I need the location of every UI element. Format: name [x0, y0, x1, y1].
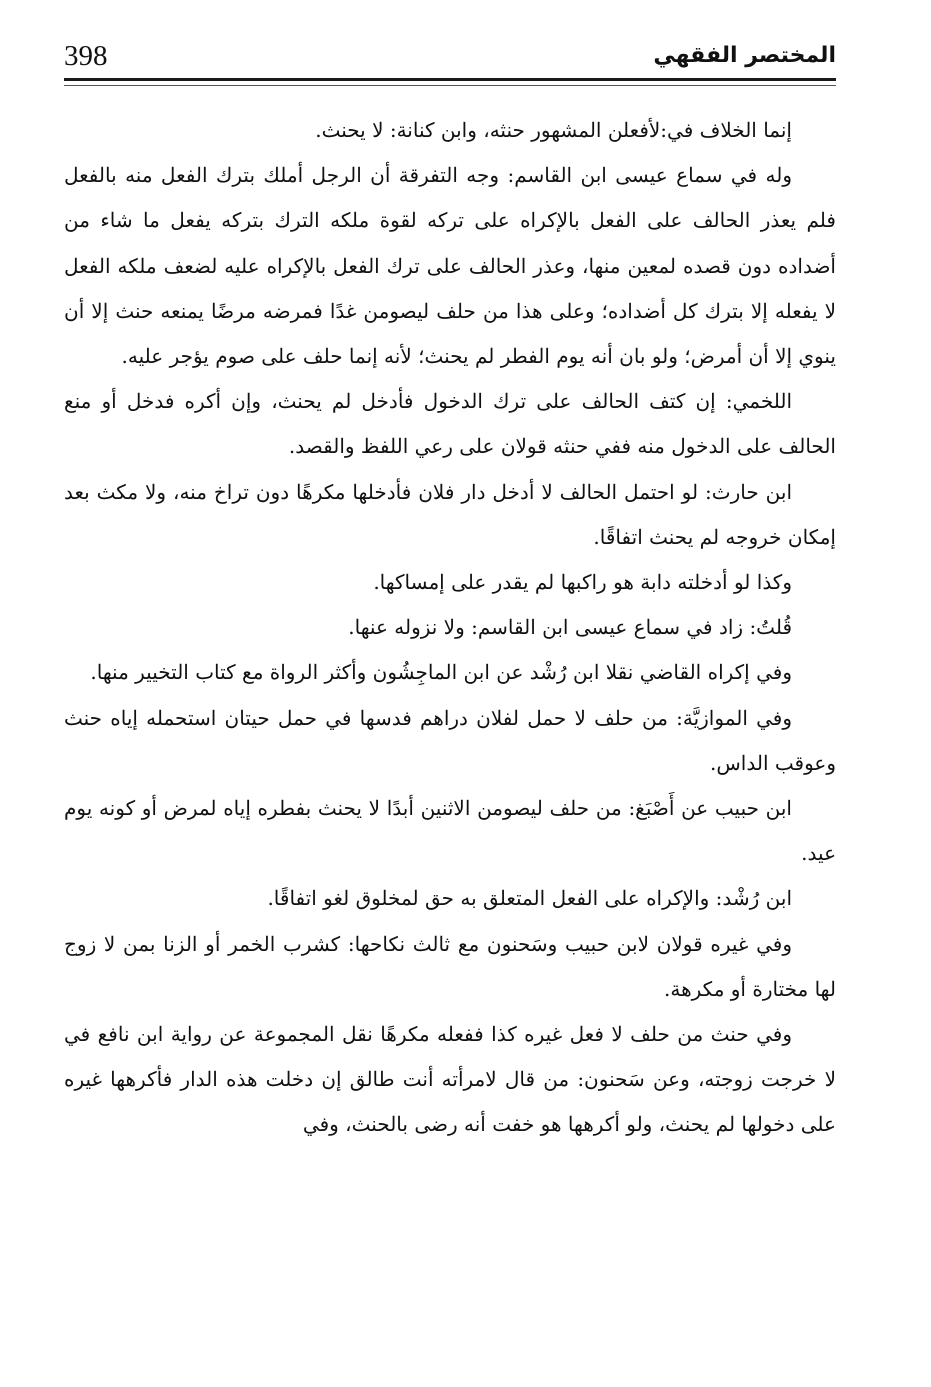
paragraph-6: قُلتُ: زاد في سماع عيسى ابن القاسم: ولا نزوله عنها.	[348, 615, 792, 640]
paragraph-7: وفي إكراه القاضي نقلا ابن رُشْد عن ابن الماجِشُون وأكثر الرواة مع كتاب التخيير منها.	[90, 660, 792, 685]
paragraph-9: ابن حبيب عن أَصْبَغ: من حلف ليصومن الاثنين أبدًا لا يحنث بفطره إياه لمرض أو كونه يوم عيد.	[64, 796, 836, 866]
paragraph-8: وفي الموازيَّة: من حلف لا حمل لفلان دراهم فدسها في حمل حيتان استحمله إياه حنث وعوقب الداس.	[64, 705, 836, 775]
paragraph-12: وفي حنث من حلف لا فعل غيره كذا ففعله مكرهًا نقل المجموعة عن رواية ابن نافع في لا خرجت زوجته، وعن سَحنون: من قال لامرأته أنت طالق إن دخلت هذه الدار فأكرهها غيره على دخولها لم يحنث، ولو أكرهها هو خفت أنه رضى بالحنث، وفي	[64, 1022, 836, 1137]
header-rule-thin	[64, 85, 836, 86]
paragraph-1: إنما الخلاف في:لأفعلن المشهور حنثه، وابن كنانة: لا يحنث.	[315, 118, 792, 142]
page-header	[64, 38, 836, 74]
paragraph-4: ابن حارث: لو احتمل الحالف لا أدخل دار فلان فأدخلها مكرهًا دون تراخ منه، ولا مكث بعد إمكان خروجه لم يحنث اتفاقًا.	[64, 479, 836, 549]
paragraph-2: وله في سماع عيسى ابن القاسم: وجه التفرقة أن الرجل أملك بترك الفعل منه بالفعل فلم يعذر الحالف على الفعل بالإكراه على تركه لقوة ملكه الترك بتركه يفعل ما شاء من أضداده دون قصده لمعين منها، وعذر الحالف على ترك الفعل بالإكراه عليه لضعف ملكه الفعل لا يفعله إلا بترك كل أضداده؛ وعلى هذا من حلف ليصومن غدًا فمرضه مرضًا يمنعه حنث إلا أن ينوي إلا أن أمرض؛ ولو بان أنه يوم الفطر لم يحنث؛ لأنه إنما حلف على صوم يؤجر عليه.	[64, 163, 837, 369]
paragraph-11: وفي غيره قولان لابن حبيب وسَحنون مع ثالث نكاحها: كشرب الخمر أو الزنا بمن لا زوج لها مختارة أو مكرهة.	[64, 931, 836, 1001]
paragraph-10: ابن رُشْد: والإكراه على الفعل المتعلق به حق لمخلوق لغو اتفاقًا.	[267, 886, 792, 911]
header-rule-thick	[64, 78, 836, 81]
paragraph-5: وكذا لو أدخلته دابة هو راكبها لم يقدر على إمساكها.	[373, 570, 792, 595]
page-number: 398	[64, 40, 108, 72]
running-title: المختصر الفقهي	[653, 43, 836, 68]
body-text	[64, 108, 836, 1370]
paragraph-3: اللخمي: إن كتف الحالف على ترك الدخول فأدخل لم يحنث، وإن أكره فدخل أو منع الحالف على الدخول منه ففي حنثه قولان على رعي اللفظ والقصد.	[64, 389, 836, 459]
